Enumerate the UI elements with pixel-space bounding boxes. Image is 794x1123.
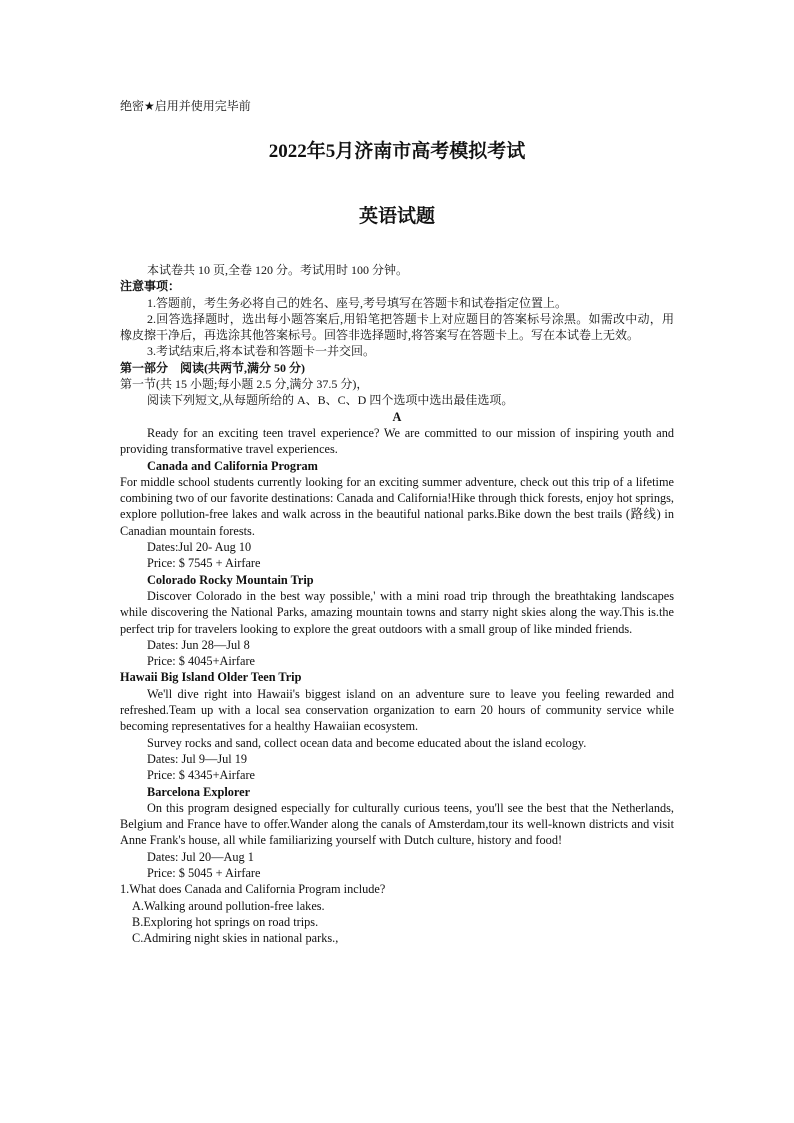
part-heading: 第一部分 阅读(共两节,满分 50 分) — [120, 360, 305, 375]
program-price: Price: $ 4345+Airfare — [147, 768, 256, 783]
question-option: B.Exploring hot springs on road trips. — [132, 914, 319, 929]
exam-intro-line: 本试卷共 10 页,全卷 120 分。考试用时 100 分钟。 — [147, 263, 409, 277]
exam-content — [120, 262, 674, 946]
notice-item: 1.答题前，考生务必将自己的姓名、座号,考号填写在答题卡和试卷指定位置上。 — [147, 295, 568, 310]
program-body: For middle school students currently looking for an exciting summer adventure, check out this trip of a lifetime combining two of our favorite destinations: Canada and California!Hike through thick forests, enjoy hot springs, explore pollution-free lakes and walk across in the beautiful national parks.Bike down the best trails (路线) in Canadian mountain forests. — [120, 474, 674, 538]
program-title: Colorado Rocky Mountain Trip — [147, 572, 314, 587]
notice-heading: 注意事项： — [120, 279, 181, 294]
program-price: Price: $ 7545 + Airfare — [147, 556, 261, 571]
question-stem: 1.What does Canada and California Program include? — [120, 882, 386, 897]
passage-intro: Ready for an exciting teen travel experience? We are committed to our mission of inspiring youth and providing transformative travel experiences. — [120, 425, 674, 457]
program-body: We'll dive right into Hawaii's biggest island on an adventure sure to leave you feeling rewarded and refreshed.Team up with a local sea conservation organization to earn 20 hours of community service while becoming representatives for a healthy Hawaiian ecosystem. — [120, 686, 674, 734]
notice-item: 3.考试结束后,将本试卷和答题卡一并交回。 — [147, 344, 376, 359]
program-dates: Dates:Jul 20- Aug 10 — [147, 540, 252, 555]
program-price: Price: $ 4045+Airfare — [147, 654, 256, 669]
program-extra: Survey rocks and sand, collect ocean data and become educated about the island ecology. — [147, 735, 587, 750]
program-body: Discover Colorado in the best way possible,' with a mini road trip through the breathtaking landscapes while discovering the National Parks, amazing mountain towns and starry night skies along the way.This is.the perfect trip for travelers looking to explore the great outdoors with a small group of like minded friends. — [120, 588, 674, 636]
program-dates: Dates: Jul 9—Jul 19 — [147, 751, 248, 766]
subject-title: 英语试题 — [358, 206, 435, 227]
program-title: Barcelona Explorer — [147, 784, 251, 799]
program-price: Price: $ 5045 + Airfare — [147, 865, 261, 880]
notice-item: 2.回答选择题时，选出每小题答案后,用铅笔把答题卡上对应题目的答案标号涂黑。如需改中动，用橡皮擦干净后，再选涂其他答案标号。回答非选择题时,将答案写在答题卡上。写在本试卷上无效。 — [120, 311, 674, 343]
exam-title: 2022年5月济南市高考模拟考试 — [268, 141, 526, 162]
program-title: Canada and California Program — [147, 458, 318, 473]
program-title: Hawaii Big Island Older Teen Trip — [120, 670, 302, 685]
program-dates: Dates: Jun 28—Jul 8 — [147, 637, 250, 652]
program-dates: Dates: Jul 20—Aug 1 — [147, 849, 254, 864]
program-body: On this program designed especially for culturally curious teens, you'll see the best that the Netherlands, Belgium and France have to offer.Wander along the canals of Amsterdam,tour its well-known districts and visit Anne Frank's house, all while familiarizing yourself with Dutch culture, history and food! — [120, 800, 674, 848]
question-option: A.Walking around pollution-free lakes. — [132, 898, 325, 913]
question-option: C.Admiring night skies in national parks., — [132, 931, 339, 946]
passage-label: A — [392, 409, 402, 424]
section-heading: 第一节(共 15 小题;每小题 2.5 分,满分 37.5 分)， — [120, 377, 369, 392]
section-instruction: 阅读下列短文,从每题所给的 A、B、C、D 四个选项中选出最佳选项。 — [147, 393, 514, 408]
confidential-label: 绝密★启用并使用完毕前 — [120, 99, 251, 113]
